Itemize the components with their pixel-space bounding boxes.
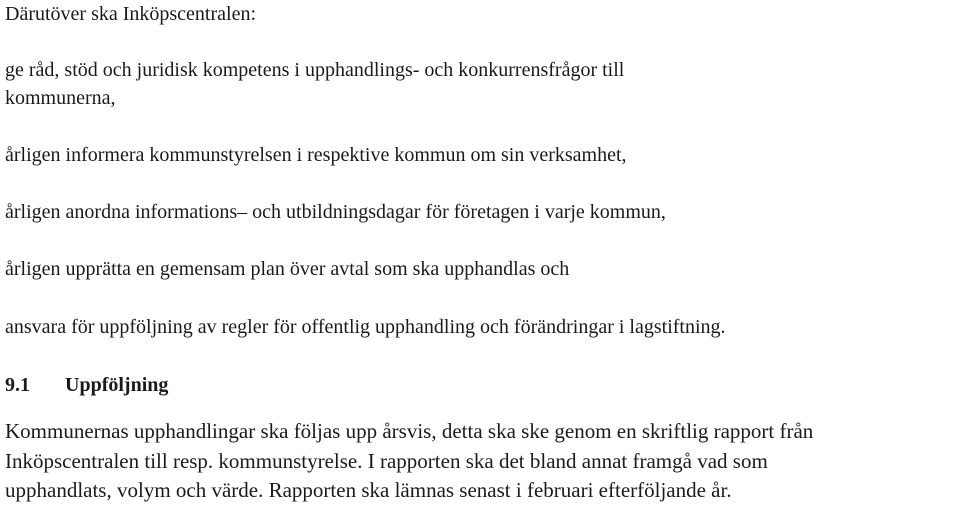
list-item: ansvara för uppföljning av regler för offentlig upphandling och förändringar i lagstiftning. — [5, 316, 726, 338]
intro-text: Därutöver ska Inköpscentralen: — [5, 3, 257, 25]
paragraph-line: Inköpscentralen till resp. kommunstyrelse. I rapporten ska det bland annat framgå vad som — [5, 449, 768, 473]
list-item: ge råd, stöd och juridisk kompetens i upphandlings- och konkurrensfrågor till — [5, 59, 625, 81]
paragraph-line: Kommunernas upphandlingar ska följas upp årsvis, detta ska ske genom en skriftlig rapport från — [5, 419, 814, 443]
section-heading — [5, 371, 168, 399]
list-item: årligen upprätta en gemensam plan över avtal som ska upphandlas och — [5, 258, 570, 280]
section-number: 9.1 — [5, 374, 30, 396]
list-item-continuation: kommunerna, — [5, 87, 116, 109]
list-item: årligen informera kommunstyrelsen i respektive kommun om sin verksamhet, — [5, 144, 627, 166]
list-item: årligen anordna informations– och utbildningsdagar för företagen i varje kommun, — [5, 201, 666, 223]
section-title: Uppföljning — [65, 374, 169, 396]
paragraph-line: upphandlats, volym och värde. Rapporten ska lämnas senast i februari efterföljande år. — [5, 478, 732, 502]
